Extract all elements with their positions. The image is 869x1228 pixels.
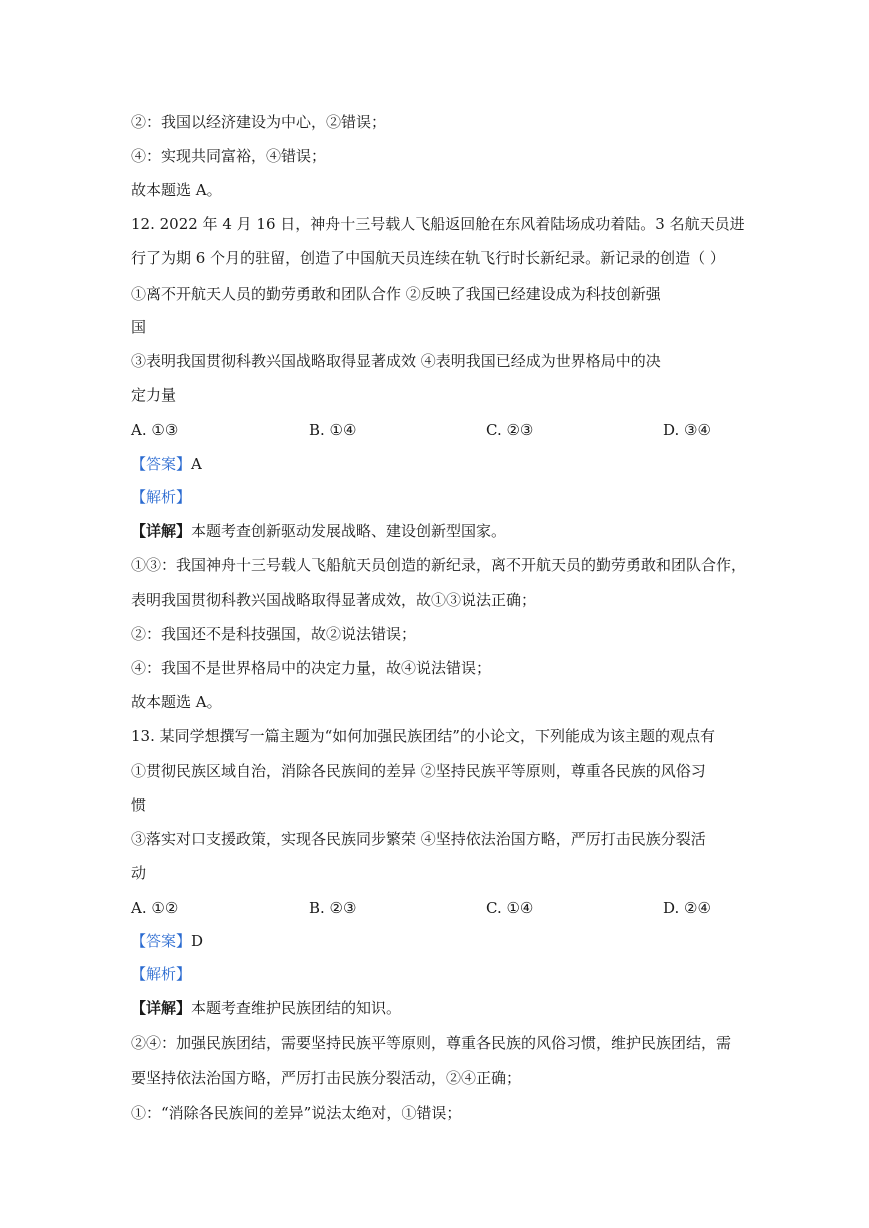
text-line: ①③：我国神舟十三号载人飞船航天员创造的新纪录，离不开航天员的勤劳勇敢和团队合作， [131,556,747,574]
answer-tag: 【答案】 [131,455,192,473]
detail-text: 本题考查创新驱动发展战略、建设创新型国家。 [191,522,507,540]
question-12-statement: ③表明我国贯彻科教兴国战略取得显著成效 ④表明我国已经成为世界格局中的决 [131,352,661,370]
question-13-statement: 惯 [131,796,147,814]
q13-option-b: B. ②③ [309,899,357,917]
detail-text: 本题考查维护民族团结的知识。 [191,999,402,1017]
text-line: 要坚持依法治国方略，严厉打击民族分裂活动，②④正确； [131,1069,522,1087]
question-13-statement: 动 [131,864,147,882]
text-line: ②：我国还不是科技强国，故②说法错误； [131,625,417,643]
question-12-statement: 国 [131,318,147,336]
text-line: ②④：加强民族团结，需要坚持民族平等原则，尊重各民族的风俗习惯，维护民族团结，需 [131,1034,732,1052]
text-line: ②：我国以经济建设为中心，②错误； [131,113,387,131]
text-line: 故本题选 A。 [131,693,222,711]
q13-option-c: C. ①④ [486,899,534,917]
question-12-statement: ①离不开航天人员的勤劳勇敢和团队合作 ②反映了我国已经建设成为科技创新强 [131,285,661,303]
q13-answer [131,931,203,951]
text-line: ④：我国不是世界格局中的决定力量，故④说法错误； [131,659,492,677]
q12-option-a: A. ①③ [131,421,179,439]
detail-tag: 【详解】 [131,522,192,540]
q13-option-d: D. ②④ [663,899,711,917]
text-line: ①：“消除各民族间的差异”说法太绝对，①错误； [131,1104,462,1122]
question-12-statement: 定力量 [131,386,177,404]
question-13-statement: ①贯彻民族区域自治，消除各民族间的差异 ②坚持民族平等原则，尊重各民族的风俗习 [131,762,706,780]
question-12-stem: 行了为期 6 个月的驻留，创造了中国航天员连续在轨飞行时长新纪录。新记录的创造（ ） [131,249,725,267]
q12-analysis-tag: 【解析】 [131,488,192,506]
detail-tag: 【详解】 [131,999,192,1017]
q13-analysis-tag: 【解析】 [131,965,192,983]
q12-answer [131,454,202,474]
q12-option-c: C. ②③ [486,421,534,439]
q13-option-a: A. ①② [131,899,179,917]
question-12-stem: 12. 2022 年 4 月 16 日，神舟十三号载人飞船返回舱在东风着陆场成功着陆。3 名航天员进 [131,215,745,233]
q12-option-b: B. ①④ [309,421,357,439]
question-13-stem: 13. 某同学想撰写一篇主题为“如何加强民族团结”的小论文，下列能成为该主题的观点有 [131,727,715,745]
q12-option-d: D. ③④ [663,421,711,439]
answer-value: D [191,932,204,950]
text-line: 故本题选 A。 [131,181,222,199]
q13-detail [131,998,401,1018]
question-13-statement: ③落实对口支援政策，实现各民族同步繁荣 ④坚持依法治国方略，严厉打击民族分裂活 [131,830,706,848]
q12-detail [131,521,506,541]
answer-value: A [191,455,202,473]
text-line: 表明我国贯彻科教兴国战略取得显著成效，故①③说法正确； [131,591,537,609]
text-line: ④：实现共同富裕，④错误； [131,147,327,165]
answer-tag: 【答案】 [131,932,192,950]
